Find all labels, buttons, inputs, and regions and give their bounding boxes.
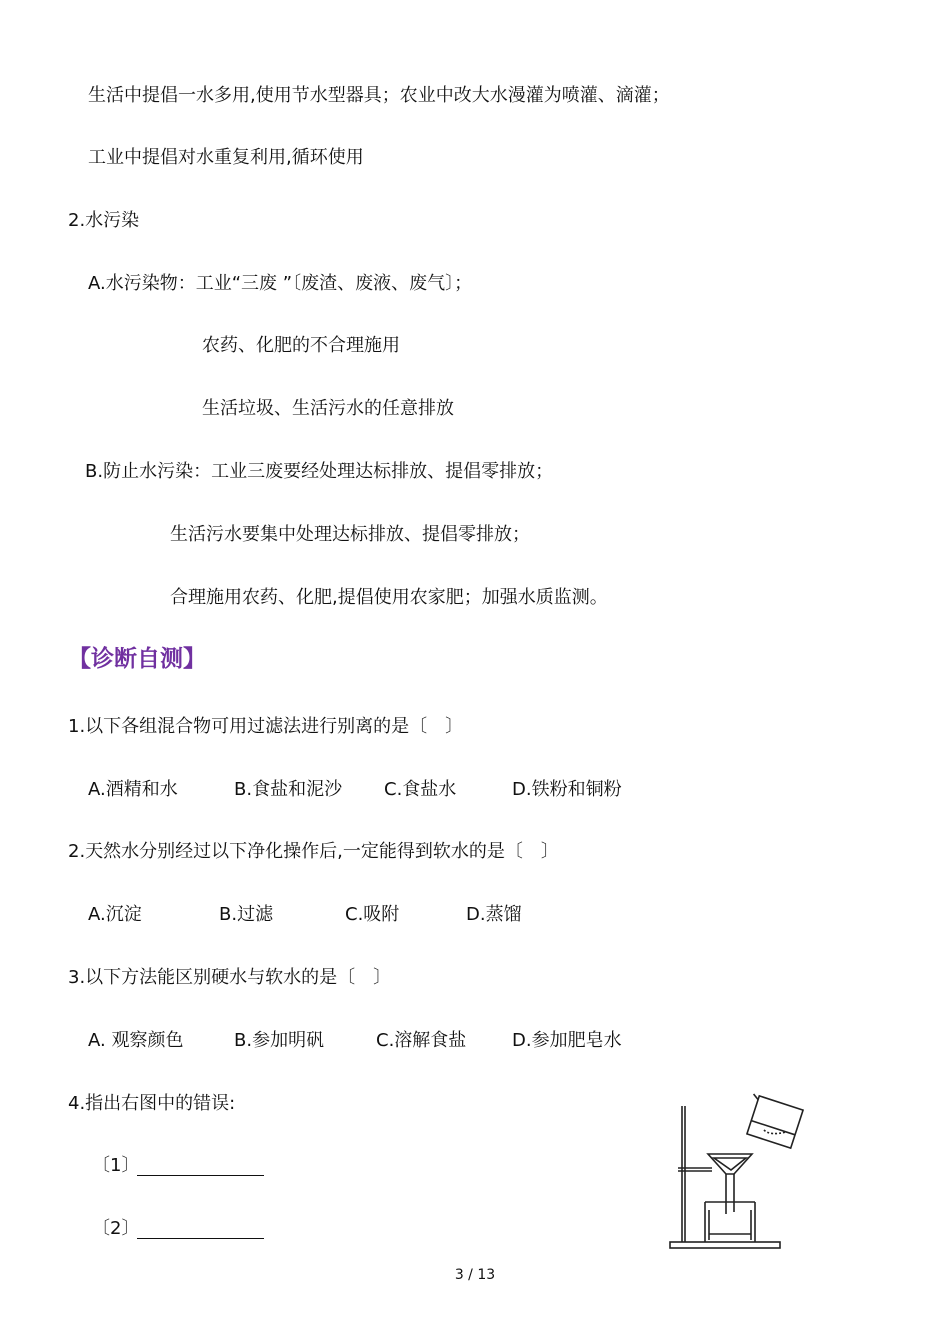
water-saving-line-2: 工业中提倡对水重复利用,循环使用 [88,147,364,168]
funnel [708,1154,752,1174]
answer-blank-2[interactable] [137,1238,264,1239]
prevention-item-2: 生活污水要集中处理达标排放、提倡零排放； [170,524,530,545]
pollution-heading: 2.水污染 [68,210,140,231]
pollutants-item-2: 农药、化肥的不合理施用 [202,335,400,356]
prevention-item-3: 合理施用农药、化肥,提倡使用农家肥；加强水质监测。 [170,587,608,608]
answer-blank-2-label: 〔2〕 [92,1218,140,1239]
pollutants-label: A.水污染物：工业“三废 ”〔废渣、废液、废气〕； [88,273,473,294]
question-2-option-d: D.蒸馏 [466,904,522,925]
beaker [705,1202,755,1242]
question-3-option-c: C.溶解食盐 [376,1030,467,1051]
question-2-stem: 2.天然水分别经过以下净化操作后,一定能得到软水的是〔 〕 [68,841,559,862]
question-1-stem: 1.以下各组混合物可用过滤法进行别离的是〔 〕 [68,716,464,737]
self-test-heading: 【诊断自测】 [68,646,206,672]
question-3-option-b: B.参加明矾 [234,1030,325,1051]
question-1-option-a: A.酒精和水 [88,779,178,800]
question-1-option-d: D.铁粉和铜粉 [512,779,622,800]
question-4-stem: 4.指出右图中的错误: [68,1093,236,1114]
question-3-option-a: A. 观察颜色 [88,1030,184,1051]
filtration-apparatus-icon [660,1092,810,1257]
question-1-option-c: C.食盐水 [384,779,457,800]
question-2-option-a: A.沉淀 [88,904,142,925]
answer-blank-1[interactable] [137,1175,264,1176]
answer-blank-1-label: 〔1〕 [92,1155,140,1176]
stand-base [670,1242,780,1248]
question-2-option-c: C.吸附 [345,904,400,925]
question-3-option-d: D.参加肥皂水 [512,1030,622,1051]
pollutants-item-3: 生活垃圾、生活污水的任意排放 [202,398,454,419]
water-saving-line-1: 生活中提倡一水多用,使用节水型器具；农业中改大水漫灌为喷灌、滴灌； [88,85,670,106]
question-3-stem: 3.以下方法能区别硬水与软水的是〔 〕 [68,967,392,988]
question-1-option-b: B.食盐和泥沙 [234,779,343,800]
page-number: 3 / 13 [454,1267,496,1283]
prevention-label: B.防止水污染：工业三废要经处理达标排放、提倡零排放； [85,461,554,482]
question-2-option-b: B.过滤 [219,904,274,925]
